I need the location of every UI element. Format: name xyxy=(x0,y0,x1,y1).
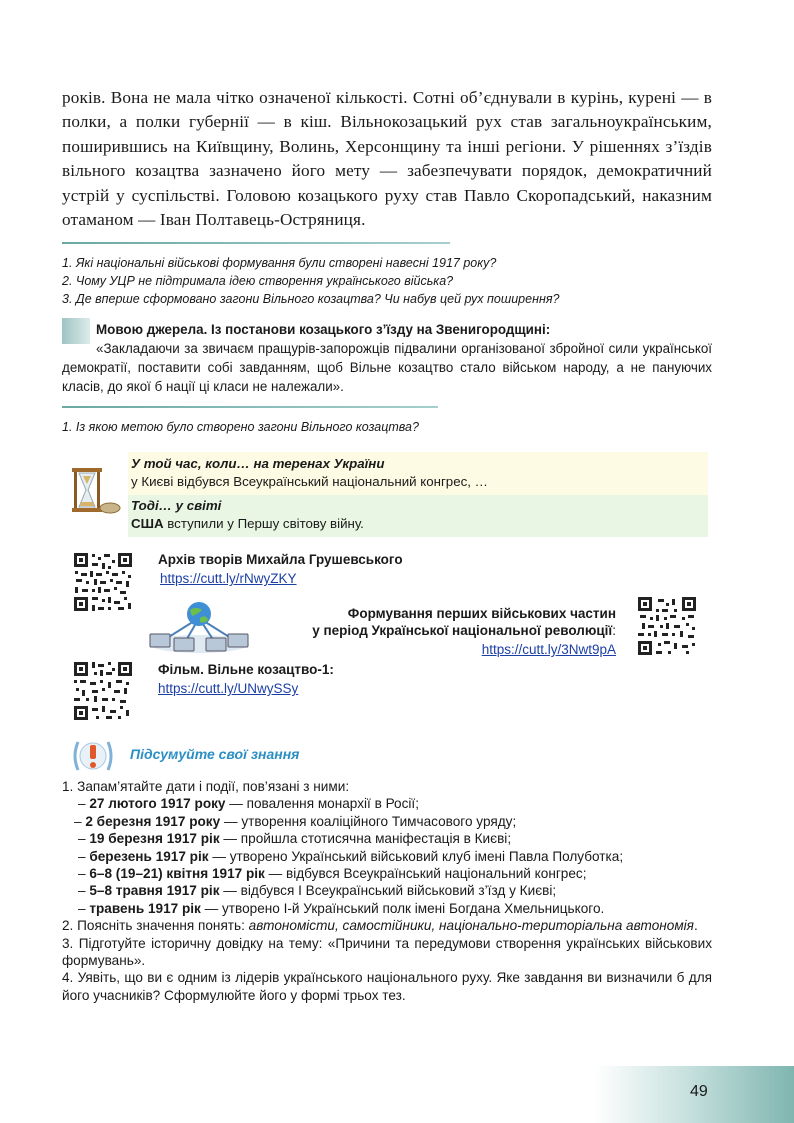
divider-1 xyxy=(62,242,450,244)
event-date: березень 1917 рік xyxy=(89,848,209,864)
main-paragraph: років. Вона не мала чітко означеної кількості. Сотні об’єднували в курінь, курені — в полки, а полки губернії — в кіш. Вільнокозацький рух став загальноукраїнським, поширившись на Київщину, Волинь, Херсонщину та інші регіони. У рішеннях з’їздів вільного козацтва зазначено його мету — забезпечувати порядок, демократичний устрій у суспільстві. Головою козацького руху став Павло Скоропадський, наказним отаманом — Іван Полтавець-Остряниця. xyxy=(62,88,712,230)
event-item xyxy=(62,795,712,812)
network-computers-icon xyxy=(144,600,254,656)
event-text: — утворення коаліційного Тимчасового уряду; xyxy=(220,813,517,829)
hourglass-icon xyxy=(66,466,124,516)
resource-3-link[interactable]: https://cutt.ly/UNwySSy xyxy=(158,681,299,696)
exclamation-icon xyxy=(70,736,116,776)
event-date: 5–8 травня 1917 рік xyxy=(89,883,220,899)
event-item xyxy=(62,813,712,830)
resource-3-title: Фільм. Вільне козацтво-1: xyxy=(158,662,334,677)
task-1: 1. Запам’ятайте дати і події, пов’язані з ними: xyxy=(62,779,350,794)
resource-1-title: Архів творів Михайла Грушевського xyxy=(158,552,403,567)
event-item xyxy=(62,830,712,847)
divider-2 xyxy=(62,406,438,408)
tasks-list xyxy=(62,778,712,1004)
event-date: 19 березня 1917 рік xyxy=(89,831,220,847)
task-2-terms: автономісти, самостійники, національно-територіальна автономія xyxy=(248,918,694,934)
event-text: — відбувся Всеукраїнський національний конгрес; xyxy=(264,866,587,882)
event-date: 27 лютого 1917 року xyxy=(89,796,226,812)
resource-2 xyxy=(250,605,616,658)
event-item xyxy=(62,900,712,917)
event-text: — пройшла стотисячна маніфестація в Києві; xyxy=(219,831,512,847)
timeline-world-heading: Тоді… у світі xyxy=(131,498,222,513)
timeline-ukraine-text: у Києві відбувся Всеукраїнський національний конгрес, … xyxy=(131,474,488,489)
timeline-ukraine xyxy=(128,452,708,495)
source-body: «Закладаючи за звичаєм пращурів-запорожців підвалини організованої збройної сили української демократії, поставити собі завданням, щоб Вільне козацтво стало військом народу, а не пануючих класів, до якої б нації ці класи не належали». xyxy=(62,341,712,394)
event-prefix: – xyxy=(78,900,90,916)
event-date: травень 1917 рік xyxy=(89,900,201,916)
resource-2-title-colon: : xyxy=(612,623,616,638)
event-prefix: – xyxy=(78,796,90,812)
timeline-world xyxy=(128,495,708,537)
question-2: 2. Чому УЦР не підтримала ідею створення українського війська? xyxy=(62,274,454,288)
task-3: 3. Підготуйте історичну довідку на тему: «Причини та передумови створення українських військових формувань». xyxy=(62,935,712,969)
page-number: 49 xyxy=(690,1083,708,1100)
event-item xyxy=(62,865,712,882)
questions-block xyxy=(62,254,722,308)
resource-2-title-text: у період Української національної революції xyxy=(312,623,613,638)
source-question: 1. Із якою метою було створено загони Вільного козацтва? xyxy=(62,420,419,434)
timeline-ukraine-heading: У той час, коли… на теренах України xyxy=(131,456,385,471)
event-text: — повалення монархії в Росії; xyxy=(225,796,419,812)
event-text: — утворено І-й Український полк імені Богдана Хмельницького. xyxy=(200,900,605,916)
event-text: — утворено Український військовий клуб імені Павла Полуботка; xyxy=(208,848,624,864)
resource-2-link[interactable]: https://cutt.ly/3Nwt9pA xyxy=(481,642,616,657)
qr-code-1-icon[interactable] xyxy=(72,551,134,613)
event-date: 2 березня 1917 року xyxy=(85,813,221,829)
event-item xyxy=(62,848,712,865)
event-date: 6–8 (19–21) квітня 1917 рік xyxy=(89,866,265,882)
event-prefix: – xyxy=(78,866,90,882)
resource-1-link[interactable]: https://cutt.ly/rNwyZKY xyxy=(160,571,297,586)
timeline-world-country: США xyxy=(131,516,164,531)
task-2-end: . xyxy=(693,918,698,934)
resource-3 xyxy=(158,661,334,697)
timeline-world-text xyxy=(131,515,702,533)
resource-2-title-line1: Формування перших військових частин xyxy=(347,606,616,621)
event-item xyxy=(62,882,712,899)
event-prefix: – xyxy=(78,883,90,899)
task-4: 4. Уявіть, що ви є одним із лідерів українського національного руху. Яке завдання ви визначили б для його учасників? Сформулюйте його у формі трьох тез. xyxy=(62,970,712,1003)
qr-code-3-icon[interactable] xyxy=(72,660,134,722)
task-2 xyxy=(62,917,712,934)
source-heading: Мовою джерела. Із постанови козацького з’їзду на Звенигородщині: xyxy=(96,322,551,337)
question-1: 1. Які національні військові формування були створені навесні 1917 року? xyxy=(62,256,497,270)
qr-code-2-icon[interactable] xyxy=(636,595,698,657)
task-2-prefix: 2. Поясніть значення понять: xyxy=(62,918,249,934)
event-prefix: – xyxy=(78,848,90,864)
timeline-box xyxy=(128,452,708,537)
event-prefix: – xyxy=(78,831,90,847)
question-3: 3. Де вперше сформовано загони Вільного козацтва? Чи набув цей рух поширення? xyxy=(62,292,560,306)
event-prefix: – xyxy=(74,813,86,829)
timeline-world-event: вступили у Першу світову війну. xyxy=(163,516,364,531)
resource-2-title-line2 xyxy=(250,622,616,639)
resource-1 xyxy=(158,551,403,587)
source-quote xyxy=(62,320,712,396)
summary-title: Підсумуйте свої знання xyxy=(130,746,300,762)
event-text: — відбувся І Всеукраїнський військовий з’їзд у Києві; xyxy=(219,883,557,899)
